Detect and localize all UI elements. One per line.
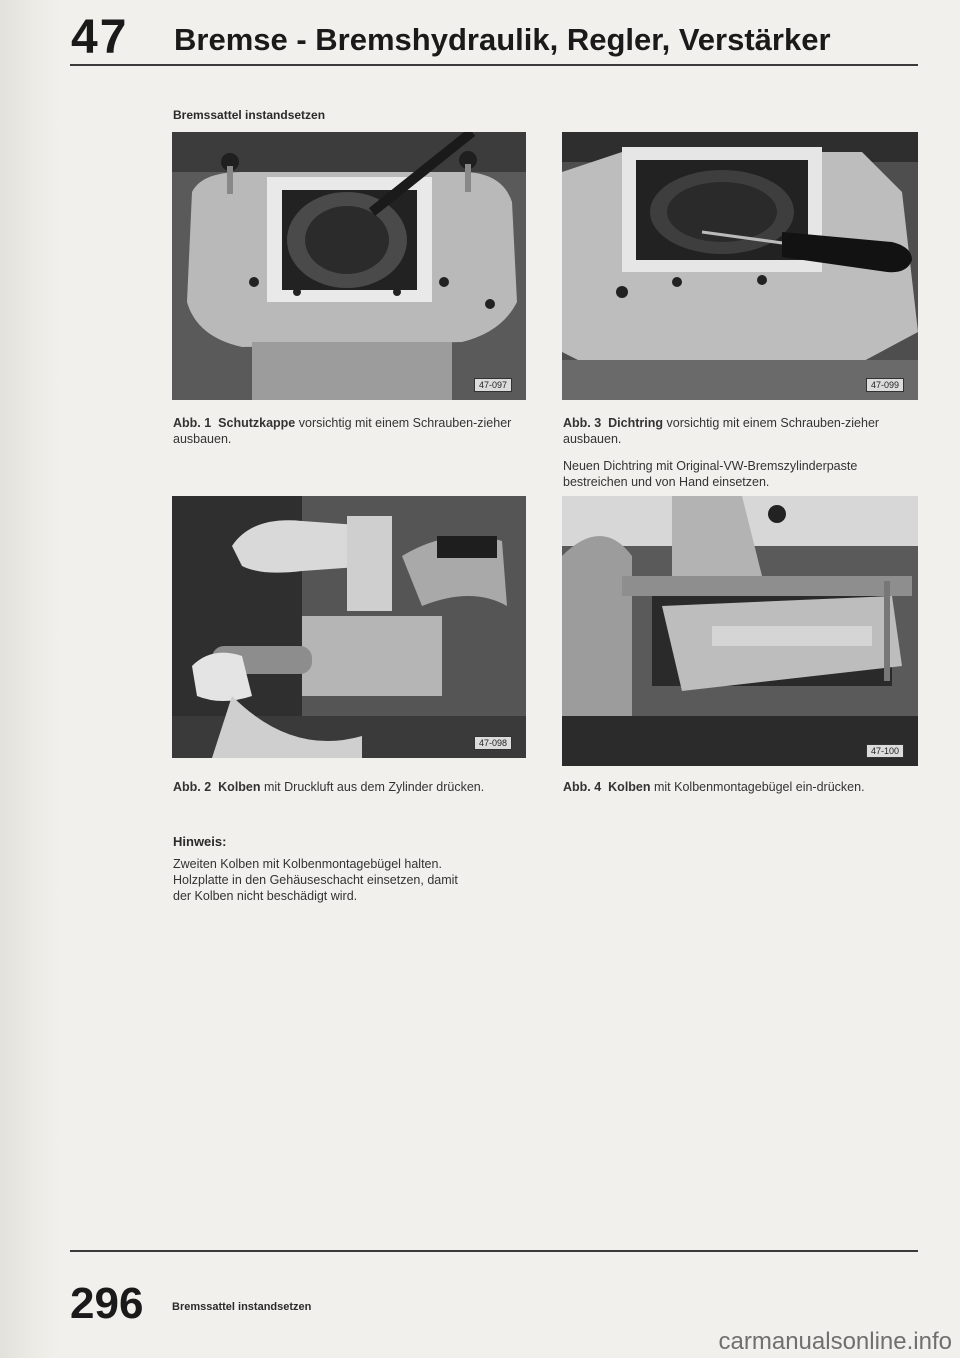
- figure-id-label: 47-099: [866, 378, 904, 392]
- figure-caption-2: [173, 779, 533, 795]
- caption-term: Kolben: [608, 780, 651, 794]
- figure-number: Abb. 1: [173, 416, 212, 430]
- page-title: Bremse - Bremshydraulik, Regler, Verstärker: [174, 22, 831, 57]
- figure-caption-3: [563, 415, 923, 447]
- caption-text: vorsichtig mit einem Schrauben-zieher ausbauen.: [173, 416, 512, 446]
- hinweis-label: Hinweis:: [173, 834, 227, 849]
- footer-title: Bremssattel instandsetzen: [172, 1301, 312, 1313]
- figure-photo-1: [172, 132, 526, 400]
- page-edge: [0, 0, 60, 1358]
- section-heading: Bremssattel instandsetzen: [173, 108, 326, 122]
- figure-id-label: 47-098: [474, 736, 512, 750]
- figure-photo-2: [172, 496, 526, 758]
- figure-id-label: 47-097: [474, 378, 512, 392]
- chapter-number: 47: [71, 11, 129, 64]
- caption-term: Dichtring: [608, 416, 664, 430]
- figure-note-3: Neuen Dichtring mit Original-VW-Bremszylinderpaste bestreichen und von Hand einsetzen.: [563, 459, 858, 489]
- figure-number: Abb. 3: [563, 416, 602, 430]
- watermark: carmanualsonline.info: [718, 1328, 952, 1355]
- header-rule: [70, 64, 918, 66]
- hinweis-text: [173, 856, 533, 904]
- footer-rule: [70, 1250, 918, 1252]
- hinweis-line: Zweiten Kolben mit Kolbenmontagebügel halten.: [173, 857, 442, 871]
- figure-caption-4: [563, 779, 923, 795]
- figure-number: Abb. 2: [173, 780, 212, 794]
- page-number: 296: [70, 1279, 144, 1328]
- caption-term: Kolben: [218, 780, 261, 794]
- caption-text: mit Kolbenmontagebügel ein-drücken.: [650, 780, 865, 794]
- figure-caption-1: [173, 415, 533, 447]
- caption-text: mit Druckluft aus dem Zylinder drücken.: [260, 780, 485, 794]
- figure-photo-4: [562, 496, 918, 766]
- figure-id-label: 47-100: [866, 744, 904, 758]
- caption-text: vorsichtig mit einem Schrauben-zieher ausbauen.: [563, 416, 880, 446]
- figure-number: Abb. 4: [563, 780, 602, 794]
- figure-photo-3: [562, 132, 918, 400]
- caption-term: Schutzkappe: [218, 416, 296, 430]
- hinweis-line: Holzplatte in den Gehäuseschacht einsetzen, damit: [173, 873, 458, 887]
- hinweis-line: der Kolben nicht beschädigt wird.: [173, 889, 358, 903]
